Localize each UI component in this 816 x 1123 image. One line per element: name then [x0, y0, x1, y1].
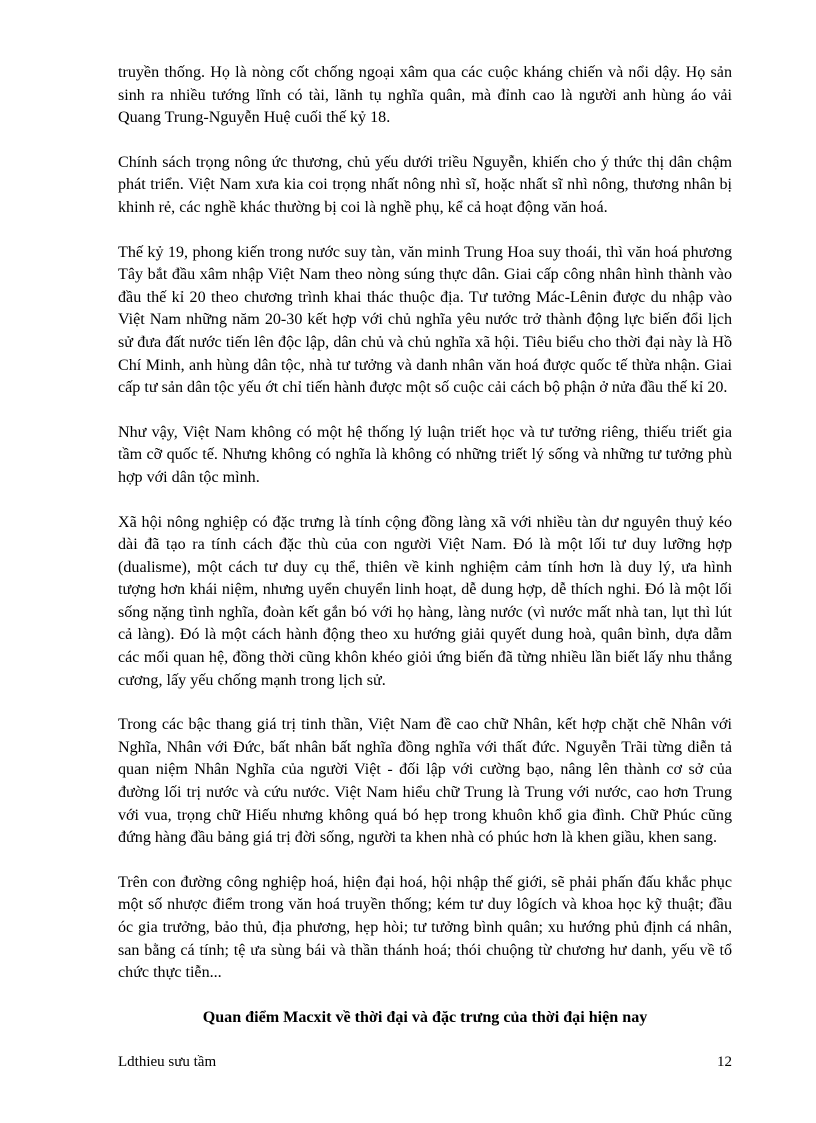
section-heading: Quan điểm Macxit về thời đại và đặc trưng của thời đại hiện nay [202, 1008, 648, 1026]
body-text [118, 62, 732, 1029]
paragraph-3: Thế kỷ 19, phong kiến trong nước suy tàn, văn minh Trung Hoa suy thoái, thì văn hoá phương Tây bắt đầu xâm nhập Việt Nam theo nòng súng thực dân. Giai cấp công nhân hình thành vào đầu thế kỉ 20 theo chương trình khai thác thuộc địa. Tư tưởng Mác-Lênin được du nhập vào Việt Nam những năm 20-30 kết hợp với chủ nghĩa yêu nước trở thành động lực biến đổi lịch sử đưa đất nước tiến lên độc lập, dân chủ và chủ nghĩa xã hội. Tiêu biểu cho thời đại này là Hồ Chí Minh, anh hùng dân tộc, nhà tư tưởng và danh nhân văn hoá được quốc tế thừa nhận. Giai cấp tư sản dân tộc yếu ớt chỉ tiến hành được một số cuộc cải cách bộ phận ở nửa đầu thế kỉ 20. [118, 243, 732, 397]
paragraph-7: Trên con đường công nghiệp hoá, hiện đại hoá, hội nhập thế giới, sẽ phải phấn đấu khắc phục một số nhược điểm trong văn hoá truyền thống; kém tư duy lôgích và khoa học kỹ thuật; đầu óc gia trưởng, bảo thủ, địa phương, hẹp hòi; tư tưởng bình quân; xu hướng phủ định cá nhân, san bằng cá tính; tệ ưa sùng bái và thần thánh hoá; thói chuộng từ chương hư danh, yếu về tổ chức thực tiễn... [118, 873, 732, 982]
paragraph-6: Trong các bậc thang giá trị tinh thần, Việt Nam đề cao chữ Nhân, kết hợp chặt chẽ Nhân với Nghĩa, Nhân với Đức, bất nhân bất nghĩa đồng nghĩa với thất đức. Nguyễn Trãi từng diễn tả quan niệm Nhân Nghĩa của người Việt - đối lập với cường bạo, nâng lên thành cơ sở của đường lối trị nước và cứu nước. Việt Nam hiểu chữ Trung là Trung với nước, cao hơn Trung với vua, trọng chữ Hiếu nhưng không quá bó hẹp trong khuôn khổ gia đình. Chữ Phúc cũng đứng hàng đầu bảng giá trị đời sống, người ta khen nhà có phúc hơn là khen giầu, khen sang. [118, 716, 732, 847]
page-footer [118, 1052, 732, 1072]
paragraph-2: Chính sách trọng nông ức thương, chủ yếu dưới triều Nguyễn, khiến cho ý thức thị dân chậm phát triển. Việt Nam xưa kia coi trọng nhất nông nhì sĩ, hoặc nhất sĩ nhì nông, thương nhân bị khinh rẻ, các nghề khác thường bị coi là nghề phụ, kể cả hoạt động văn hoá. [118, 153, 732, 216]
paragraph-5: Xã hội nông nghiệp có đặc trưng là tính cộng đồng làng xã với nhiều tàn dư nguyên thuỷ kéo dài đã tạo ra tính cách đặc thù của con người Việt Nam. Đó là một lối tư duy lưỡng hợp (dualisme), một cách tư duy cụ thể, thiên về kinh nghiệm cảm tính hơn là duy lý, ưa hình tượng hơn khái niệm, nhưng uyển chuyển linh hoạt, dễ dung hợp, dễ thích nghi. Đó là một lối sống nặng tình nghĩa, đoàn kết gắn bó với họ hàng, làng nước (vì nước mất nhà tan, lụt thì lút cả làng). Đó là một cách hành động theo xu hướng giải quyết dung hoà, quân bình, dựa dẫm các mối quan hệ, đồng thời cũng khôn khéo giỏi ứng biến đã từng nhiều lần biết lấy nhu thắng cương, lấy yếu chống mạnh trong lịch sử. [118, 513, 732, 689]
footer-credit: Ldthieu sưu tầm [118, 1054, 217, 1070]
paragraph-1: truyền thống. Họ là nòng cốt chống ngoại xâm qua các cuộc kháng chiến và nổi dậy. Họ sản sinh ra nhiều tướng lĩnh có tài, lãnh tụ nghĩa quân, mà đỉnh cao là người anh hùng áo vải Quang Trung-Nguyễn Huệ cuối thế kỷ 18. [118, 64, 732, 127]
page-number: 12 [717, 1054, 732, 1070]
paragraph-4: Như vậy, Việt Nam không có một hệ thống lý luận triết học và tư tưởng riêng, thiếu triết gia tầm cỡ quốc tế. Nhưng không có nghĩa là không có những triết lý sống và những tư tưởng phù hợp với dân tộc mình. [118, 423, 732, 486]
